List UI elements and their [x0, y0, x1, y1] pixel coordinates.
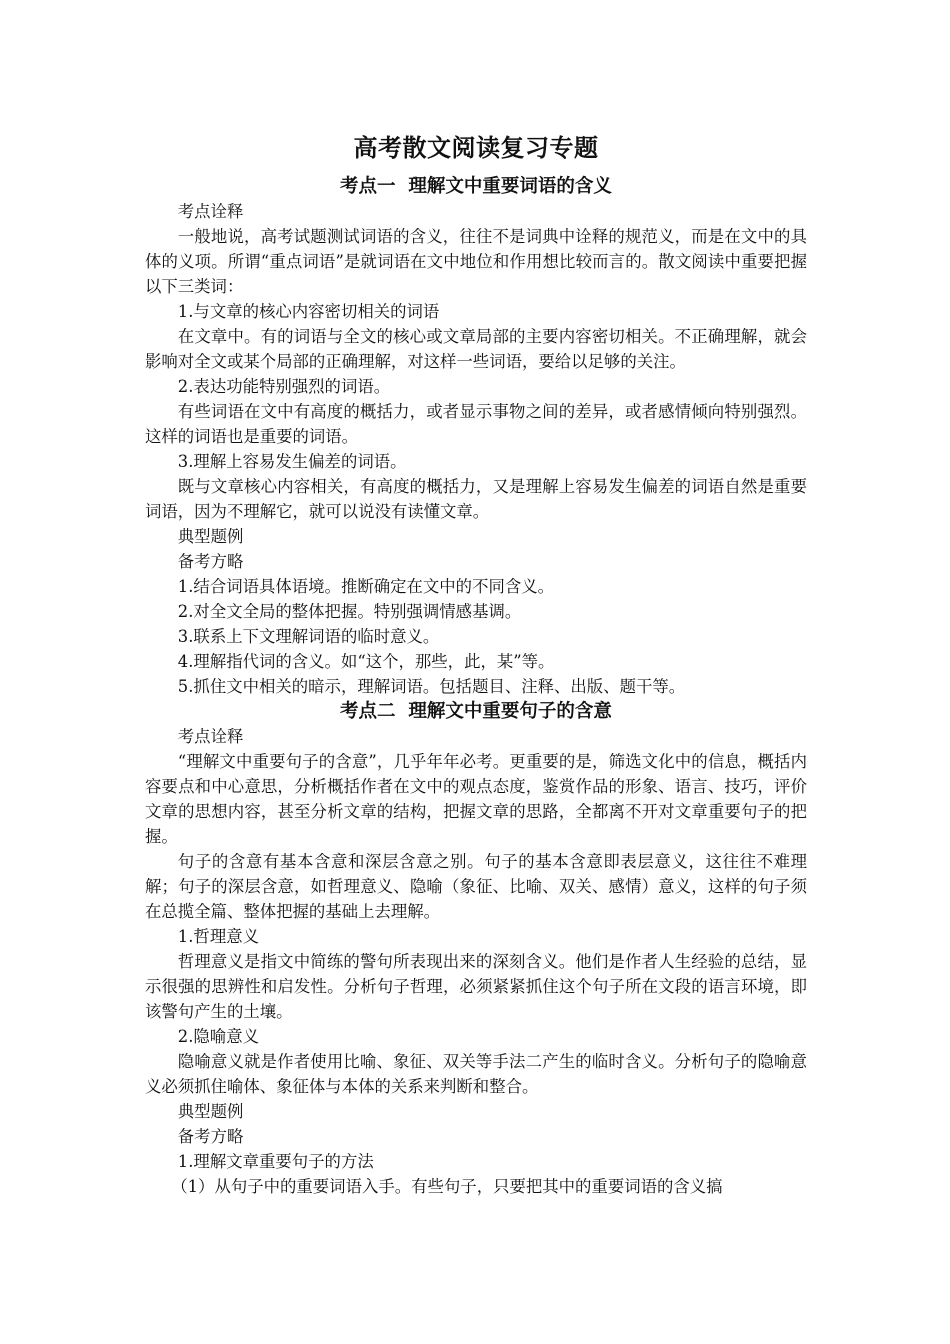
section1-item2-title: 2.表达功能特别强烈的词语。 [177, 377, 391, 396]
section2-label-strategy: 备考方略 [177, 1127, 244, 1146]
section2-item1-body: 哲理意义是指文中简练的警句所表现出来的深刻含义。他们是作者人生经验的总结，显示很强的思辨性和启发性。分析句子哲理，必须紧紧抓住这个句子所在文段的语言环境，即该警句产生的土壤。 [145, 952, 807, 1021]
section1-item2-body: 有些词语在文中有高度的概括力，或者显示事物之间的差异，或者感情倾向特别强烈。这样的词语也是重要的词语。 [145, 402, 807, 446]
section1-strategy-4: 4.理解指代词的含义。如“这个，那些，此，某”等。 [177, 652, 555, 671]
section1-item1-title: 1.与文章的核心内容密切相关的词语 [177, 302, 440, 321]
section2-para2: 句子的含意有基本含意和深层含意之别。句子的基本含意即表层意义，这往往不难理解；句子的深层含意，如哲理意义、隐喻（象征、比喻、双关、感情）意义，这样的句子须在总揽全篇、整体把握的基础上去理解。 [145, 852, 807, 921]
section1-item3-title: 3.理解上容易发生偏差的词语。 [177, 452, 407, 471]
section1-heading: 考点一 理解文中重要词语的含义 [340, 176, 612, 197]
section1-item1-body: 在文章中。有的词语与全文的核心或文章局部的主要内容密切相关。不正确理解，就会影响对全文或某个局部的正确理解，对这样一些词语，要给以足够的关注。 [145, 327, 807, 371]
section2-item1-title: 1.哲理意义 [177, 927, 259, 946]
section1-strategy-5: 5.抓住文中相关的暗示，理解词语。包括题目、注释、出版、题干等。 [177, 677, 686, 696]
section1-label-explain: 考点诠释 [177, 202, 244, 221]
section1-strategy-3: 3.联系上下文理解词语的临时意义。 [177, 627, 440, 646]
section2-label-explain: 考点诠释 [177, 727, 244, 746]
section1-label-strategy: 备考方略 [177, 552, 244, 571]
section1-strategy-2: 2.对全文全局的整体把握。特别强调情感基调。 [177, 602, 522, 621]
section2-label-example: 典型题例 [177, 1102, 244, 1121]
section1-intro: 一般地说，高考试题测试词语的含义，往往不是词典中诠释的规范义，而是在文中的具体的义项。所谓“重点词语”是就词语在文中地位和作用想比较而言的。散文阅读中重要把握以下三类词： [145, 227, 807, 296]
section1-strategy-1: 1.结合词语具体语境。推断确定在文中的不同含义。 [177, 577, 555, 596]
section2-heading: 考点二 理解文中重要句子的含意 [340, 701, 612, 722]
section2-item2-body: 隐喻意义就是作者使用比喻、象征、双关等手法二产生的临时含义。分析句子的隐喻意义必须抓住喻体、象征体与本体的关系来判断和整合。 [145, 1052, 807, 1096]
section2-para1: “理解文中重要句子的含意”，几乎年年必考。更重要的是，筛选文化中的信息，概括内容要点和中心意思，分析概括作者在文中的观点态度，鉴赏作品的形象、语言、技巧，评价文章的思想内容，甚至分析文章的结构，把握文章的思路，全都离不开对文章重要句子的把握。 [145, 752, 807, 846]
section1-label-example: 典型题例 [177, 527, 244, 546]
section2-item2-title: 2.隐喻意义 [177, 1027, 259, 1046]
document-title: 高考散文阅读复习专题 [353, 134, 599, 162]
section1-item3-body: 既与文章核心内容相关，有高度的概括力，又是理解上容易发生偏差的词语自然是重要词语，因为不理解它，就可以说没有读懂文章。 [145, 477, 807, 521]
section2-method-title: 1.理解文章重要句子的方法 [177, 1152, 374, 1171]
document-page [145, 128, 807, 1199]
section2-method-1: （1）从句子中的重要词语入手。有些句子，只要把其中的重要词语的含义搞 [171, 1177, 723, 1196]
